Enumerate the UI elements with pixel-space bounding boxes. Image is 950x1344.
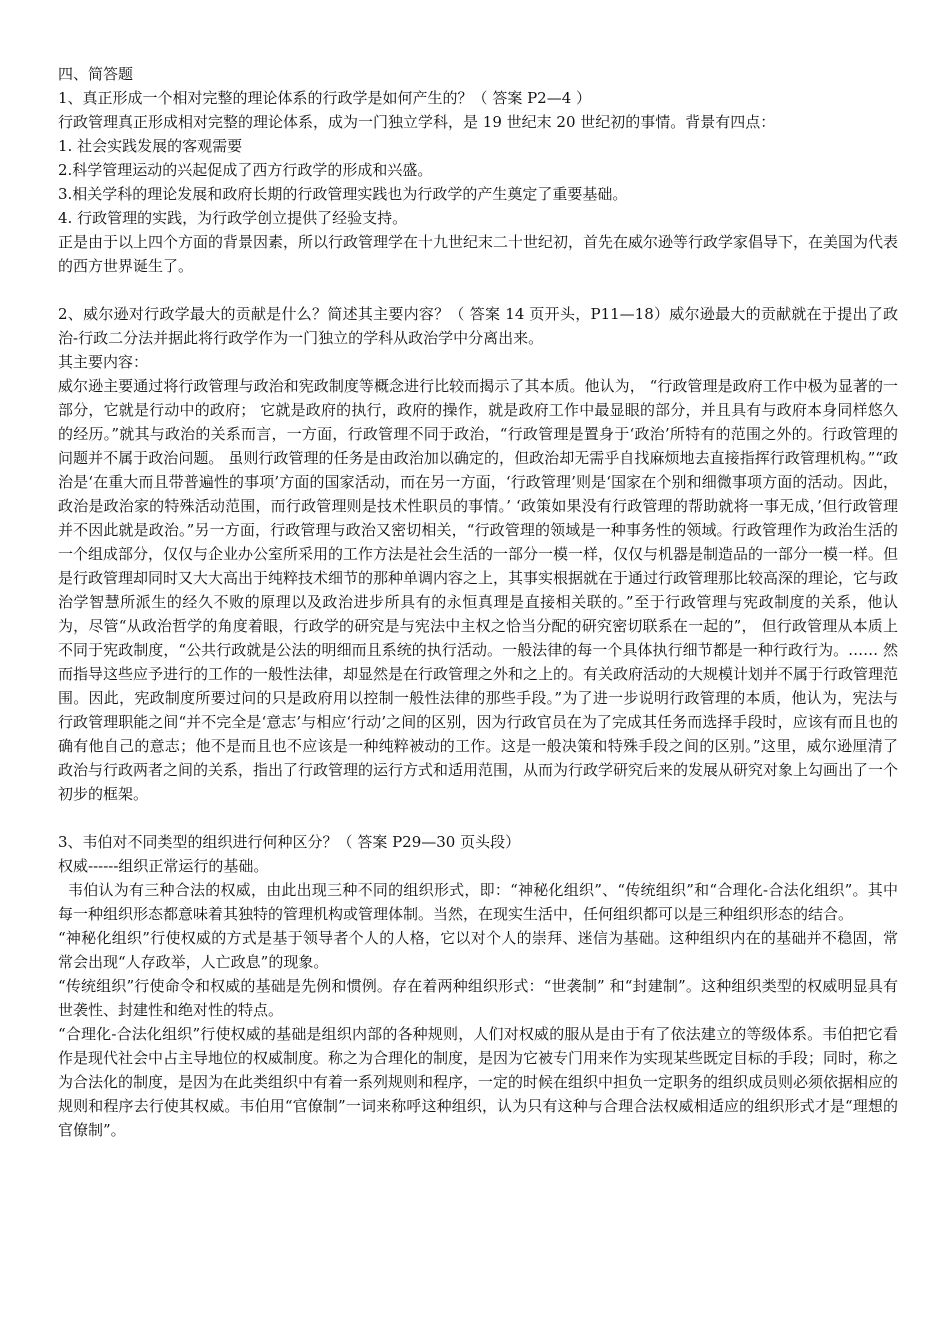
question-3-paragraph-4: “合理化-合法化组织”行使权威的基础是组织内部的各种规则，人们对权威的服从是由于有了依法建立的等级体系。韦伯把它看作是现代社会中占主导地位的权威制度。称之为合理化的制度，是因为它被专门用来作为实现某些既定目标的手段；同时，称之为合法化的制度，是因为在此类组织中有着一系列规则和程序，一定的时候在组织中担负一定职务的组织成员则必须依据相应的规则和程序去行使其权威。韦伯用“官僚制”一词来称呼这种组织，认为只有这种与合理合法权威相适应的组织形式才是“理想的官僚制”。 xyxy=(58,1025,899,1139)
question-1-block xyxy=(58,86,898,278)
question-2-title: 2、威尔逊对行政学最大的贡献是什么？简述其主要内容？（ 答案 14 页开头，P11—18）威尔逊最大的贡献就在于提出了政治-行政二分法并据此将行政学作为一门独立的学科从政治学中分离出来。 xyxy=(58,305,898,347)
spacer xyxy=(58,806,898,830)
question-2-block xyxy=(58,302,898,806)
question-1-title: 1、真正形成一个相对完整的理论体系的行政学是如何产生的？（ 答案 P2—4 ） xyxy=(58,89,592,107)
question-3-label: 权威------组织正常运行的基础。 xyxy=(58,857,269,875)
question-1-point-1: 1. 社会实践发展的客观需要 xyxy=(58,137,243,155)
question-3-block xyxy=(58,830,898,1142)
question-1-point-3: 3.相关学科的理论发展和政府长期的行政管理实践也为行政学的产生奠定了重要基础。 xyxy=(58,185,628,203)
spacer xyxy=(58,278,898,302)
question-3-paragraph-3: “传统组织”行使命令和权威的基础是先例和惯例。存在着两种组织形式：“世袭制” 和“封建制”。这种组织类型的权威明显具有世袭性、封建性和绝对性的特点。 xyxy=(58,977,898,1019)
question-3-paragraph-2: “神秘化组织”行使权威的方式是基于领导者个人的人格，它以对个人的崇拜、迷信为基础。这种组织内在的基础并不稳固，常常会出现“人存政举，人亡政息”的现象。 xyxy=(58,929,898,971)
question-1-conclusion: 正是由于以上四个方面的背景因素，所以行政管理学在十九世纪末二十世纪初，首先在威尔逊等行政学家倡导下，在美国为代表的西方世界诞生了。 xyxy=(58,233,899,275)
question-3-title: 3、韦伯对不同类型的组织进行何种区分？（ 答案 P29—30 页头段） xyxy=(58,833,521,851)
question-1-intro: 行政管理真正形成相对完整的理论体系，成为一门独立学科，是 19 世纪末 20 世纪初的事情。背景有四点： xyxy=(58,113,776,131)
question-3-paragraph-1: 韦伯认为有三种合法的权威，由此出现三种不同的组织形式，即：“神秘化组织”、“传统组织”和“合理化-合法化组织”。其中每一种组织形态都意味着其独特的管理机构或管理体制。当然，在现实生活中，任何组织都可以是三种组织形态的结合。 xyxy=(58,881,898,923)
section-title: 四、简答题 xyxy=(58,65,134,83)
question-2-label: 其主要内容： xyxy=(58,353,149,371)
question-1-point-4: 4. 行政管理的实践，为行政学创立提供了经验支持。 xyxy=(58,209,408,227)
question-1-point-2: 2.科学管理运动的兴起促成了西方行政学的形成和兴盛。 xyxy=(58,161,433,179)
question-2-body: 威尔逊主要通过将行政管理与政治和宪政制度等概念进行比较而揭示了其本质。他认为， “行政管理是政府工作中极为显著的一部分，它就是行动中的政府； 它就是政府的执行，政府的操作，就是政府工作中最显眼的部分，并且具有与政府本身同样悠久的经历。”就其与政治的关系而言，一方面，行政管理不同于政治，“行政管理是置身于‘政治’所特有的范围之外的。行政管理的问题并不属于政治问题。 虽则行政管理的任务是由政治加以确定的，但政治却无需乎自找麻烦地去直接指挥行政管理机构。”“政治是‘在重大而且带普遍性的事项’方面的国家活动，而在另一方面，‘行政管理’则是‘国家在个别和细微事项方面的活动。因此，政治是政治家的特殊活动范围，而行政管理则是技术性职员的事情。’ ‘政策如果没有行政管理的帮助就将一事无成，’但行政管理并不因此就是政治。”另一方面，行政管理与政治又密切相关，“行政管理的领域是一种事务性的领域。行政管理作为政治生活的一个组成部分，仅仅与企业办公室所采用的工作方法是社会生活的一部分一模一样，仅仅与机器是制造品的一部分一模一样。但是行政管理却同时又大大高出于纯粹技术细节的那种单调内容之上，其事实根据就在于通过行政管理那比较高深的理论，它与政治学智慧所派生的经久不败的原理以及政治进步所具有的永恒真理是直接相关联的。”至于行政管理与宪政制度的关系，他认为，尽管“从政治哲学的角度着眼，行政学的研究是与宪法中主权之恰当分配的研究密切联系在一起的”， 但行政管理从本质上不同于宪政制度，“公共行政就是公法的明细而且系统的执行活动。一般法律的每一个具体执行细节都是一种行政行为。…… 然而指导这些应予进行的工作的一般性法律，却显然是在行政管理之外和之上的。有关政府活动的大规模计划并不属于行政管理范围。因此，宪政制度所要过问的只是政府用以控制一般性法律的那些手段。”为了进一步说明行政管理的本质，他认为，宪法与行政管理职能之间“并不完全是‘意志’与相应‘行动’之间的区别，因为行政官员在为了完成其任务而选择手段时，应该有而且也的确有他自己的意志；他不是而且也不应该是一种纯粹被动的工作。这是一般决策和特殊手段之间的区别。”这里，威尔逊厘清了政治与行政两者之间的关系，指出了行政管理的运行方式和适用范围，从而为行政学研究后来的发展从研究对象上勾画出了一个初步的框架。 xyxy=(58,377,899,803)
